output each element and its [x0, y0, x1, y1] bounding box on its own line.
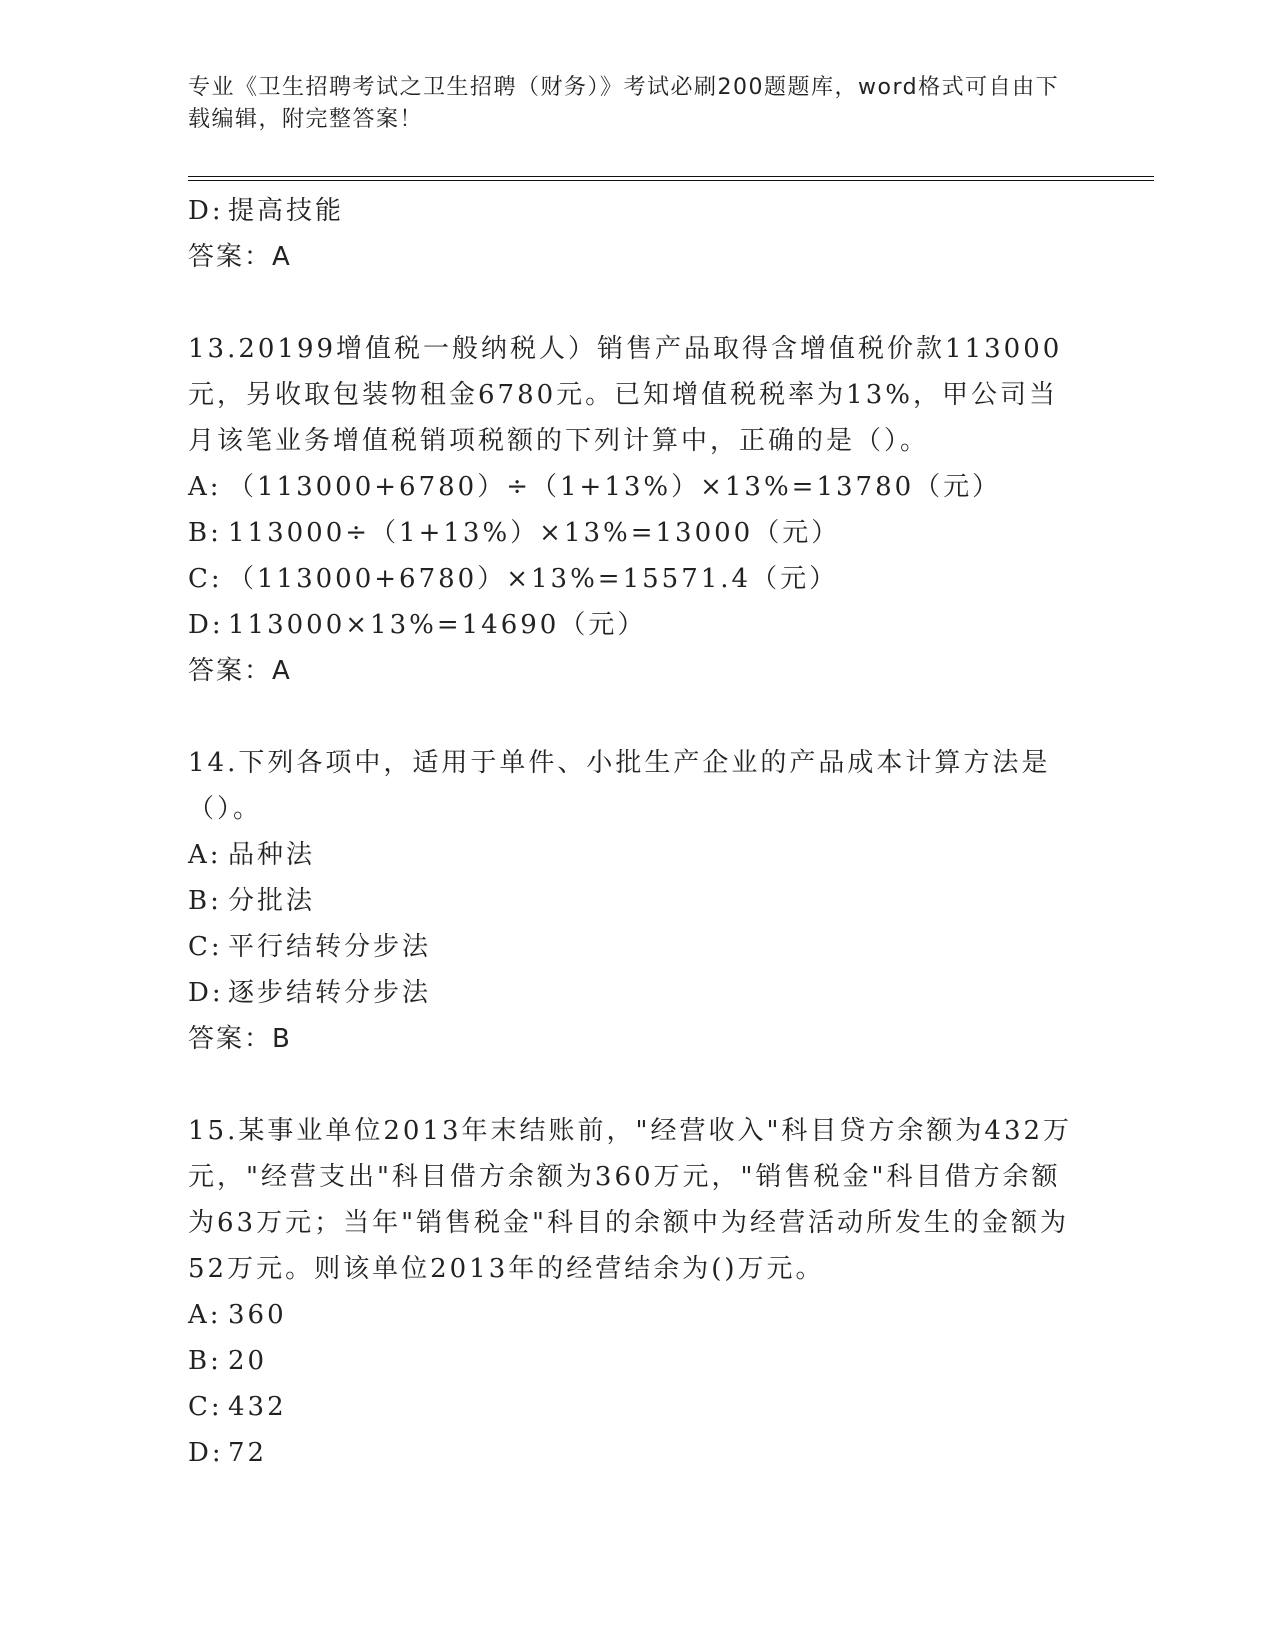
question-13-answer: 答案：A	[188, 656, 292, 686]
option-text: （113000+6780）×13%=15571.4（元）	[228, 564, 839, 594]
page-header: 专业《卫生招聘考试之卫生招聘（财务）》考试必刷200题题库，word格式可自由下载编辑，附完整答案！	[188, 75, 1060, 132]
question-14-text: 14.下列各项中，适用于单件、小批生产企业的产品成本计算方法是（）。	[188, 748, 1051, 824]
question-13-option-b	[188, 510, 1108, 556]
option-label: C:	[188, 1392, 223, 1422]
option-label: D:	[188, 1438, 224, 1468]
option-label: D:	[188, 196, 224, 226]
question-15-option-d	[188, 1430, 1108, 1476]
option-text: 113000×13%=14690（元）	[228, 610, 647, 640]
question-15-option-c	[188, 1384, 1108, 1430]
option-text: 分批法	[228, 886, 316, 916]
header-divider-bottom	[188, 180, 1154, 181]
option-text: （113000+6780）÷（1+13%）×13%=13780（元）	[228, 472, 1002, 502]
option-text: 72	[228, 1438, 268, 1468]
option-text: 品种法	[228, 840, 316, 870]
option-label: A:	[188, 1300, 222, 1330]
header-divider-top	[188, 176, 1154, 177]
question-15-option-b	[188, 1338, 1108, 1384]
option-text: 平行结转分步法	[228, 932, 432, 962]
question-13-option-d	[188, 602, 1108, 648]
question-13-option-c	[188, 556, 1108, 602]
question-14-answer: 答案：B	[188, 1024, 292, 1054]
question-15-option-a	[188, 1292, 1108, 1338]
question-14-option-b	[188, 878, 1108, 924]
option-text: 提高技能	[228, 196, 345, 226]
question-14-option-a	[188, 832, 1108, 878]
question-15-text: 15.某事业单位2013年末结账前，"经营收入"科目贷方余额为432万元，"经营支出"科目借方余额为360万元，"销售税金"科目借方余额为63万元；当年"销售税金"科目的余额中为经营活动所发生的金额为52万元。则该单位2013年的经营结余为()万元。	[188, 1116, 1073, 1284]
option-d	[188, 188, 1108, 234]
question-14-option-d	[188, 970, 1108, 1016]
option-label: B:	[188, 1346, 222, 1376]
option-text: 360	[228, 1300, 287, 1330]
question-13-option-a	[188, 464, 1108, 510]
option-label: B:	[188, 886, 222, 916]
question-13-text: 13.20199增值税一般纳税人）销售产品取得含增值税价款113000元，另收取包装物租金6780元。已知增值税税率为13%，甲公司当月该笔业务增值税销项税额的下列计算中，正确的是（）。	[188, 334, 1063, 456]
option-text: 20	[228, 1346, 268, 1376]
option-label: A:	[188, 472, 222, 502]
option-label: A:	[188, 840, 222, 870]
option-text: 113000÷（1+13%）×13%=13000（元）	[228, 518, 841, 548]
question-list	[188, 188, 1108, 1476]
question-14-option-c	[188, 924, 1108, 970]
option-text: 432	[228, 1392, 287, 1422]
option-label: D:	[188, 610, 224, 640]
option-label: C:	[188, 564, 223, 594]
option-label: D:	[188, 978, 224, 1008]
option-label: C:	[188, 932, 223, 962]
option-label: B:	[188, 518, 222, 548]
answer-line: 答案：A	[188, 242, 292, 272]
option-text: 逐步结转分步法	[228, 978, 432, 1008]
